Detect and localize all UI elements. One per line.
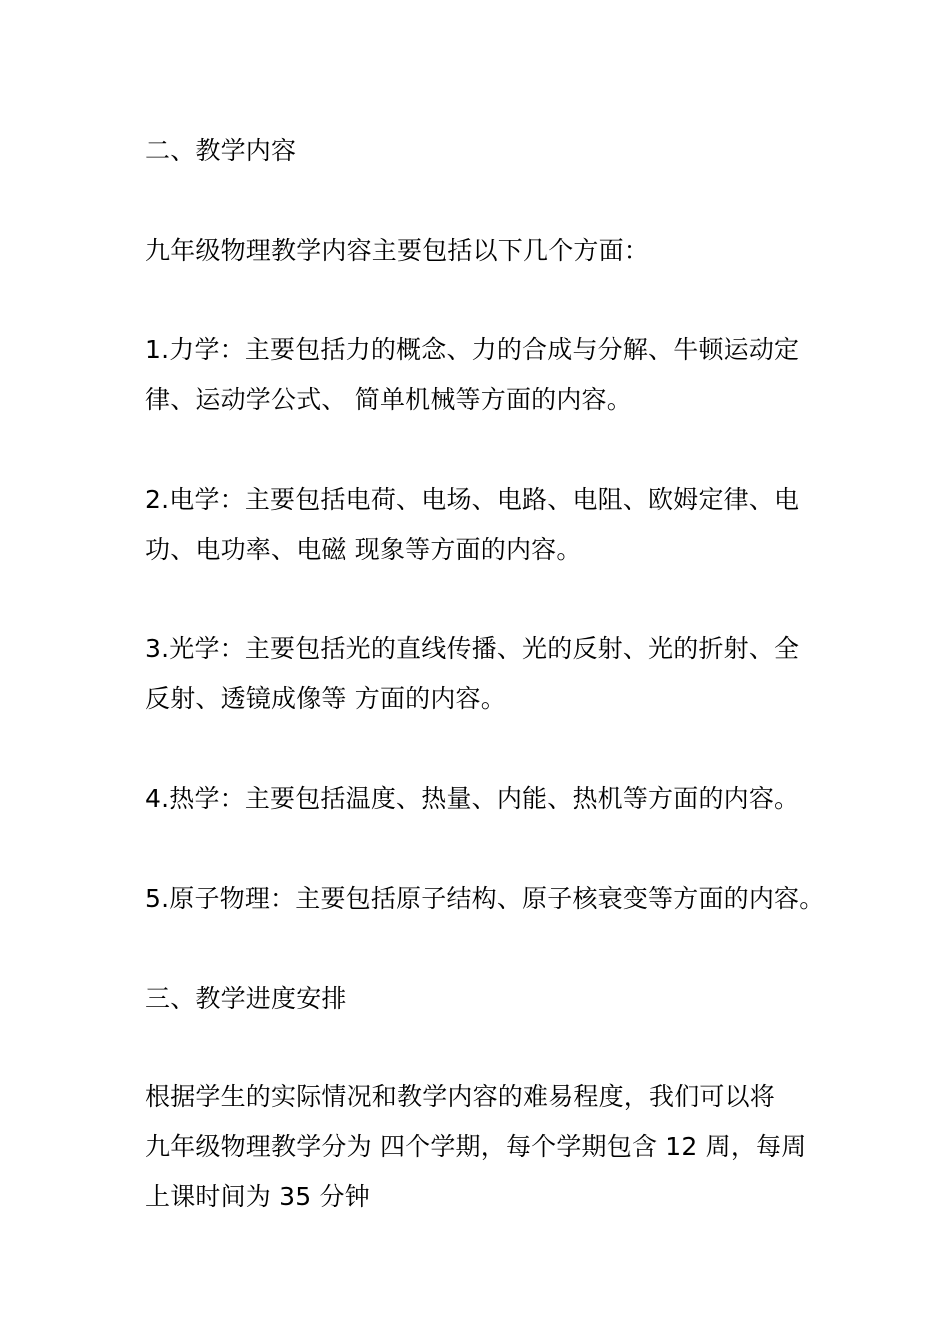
list-item-atomic: 5.原子物理：主要包括原子结构、原子核衰变等方面的内容。 <box>145 884 825 913</box>
list-item-electricity-line-1: 2.电学：主要包括电荷、电场、电路、电阻、欧姆定律、电 <box>145 485 800 514</box>
paragraph-line-3: 上课时间为 35 分钟 <box>145 1182 370 1211</box>
section-heading: 二、教学内容 <box>145 136 297 165</box>
list-item-electricity-line-2: 功、电功率、电磁 现象等方面的内容。 <box>145 535 582 564</box>
list-item-mechanics-line-2: 律、运动学公式、 简单机械等方面的内容。 <box>145 385 632 414</box>
list-item-thermal: 4.热学：主要包括温度、热量、内能、热机等方面的内容。 <box>145 784 800 813</box>
intro-text: 九年级物理教学内容主要包括以下几个方面： <box>145 236 650 265</box>
list-item-optics-line-1: 3.光学：主要包括光的直线传播、光的反射、光的折射、全 <box>145 634 800 663</box>
paragraph-line-1: 根据学生的实际情况和教学内容的难易程度，我们可以将 <box>145 1082 776 1111</box>
paragraph-line-2: 九年级物理教学分为 四个学期，每个学期包含 12 周，每周 <box>145 1132 807 1161</box>
list-item-mechanics-line-1: 1.力学：主要包括力的概念、力的合成与分解、牛顿运动定 <box>145 335 800 364</box>
list-item-optics-line-2: 反射、透镜成像等 方面的内容。 <box>145 684 506 713</box>
section-heading: 三、教学进度安排 <box>145 984 347 1013</box>
